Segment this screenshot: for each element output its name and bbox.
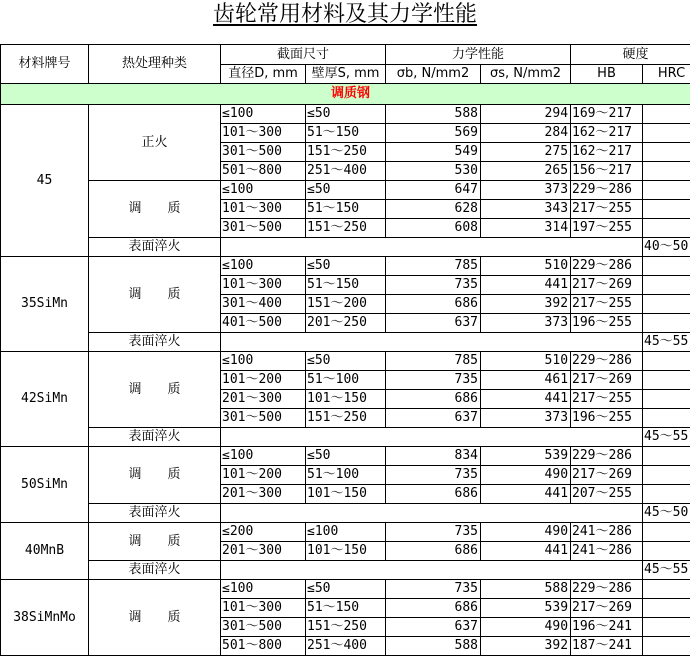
thickness-cell: ≤50 bbox=[306, 580, 386, 599]
sigma-s-cell: 265 bbox=[481, 162, 571, 181]
hb-cell: 241～286 bbox=[571, 523, 643, 542]
sigma-b-cell: 608 bbox=[386, 219, 481, 238]
hb-cell: 156～217 bbox=[571, 162, 643, 181]
treatment-cell: 表面淬火 bbox=[89, 238, 221, 257]
hb-cell: 162～217 bbox=[571, 124, 643, 143]
sigma-s-cell: 490 bbox=[481, 523, 571, 542]
thickness-cell: ≤50 bbox=[306, 352, 386, 371]
thickness-cell: 151～200 bbox=[306, 295, 386, 314]
sigma-b-cell: 549 bbox=[386, 143, 481, 162]
hb-cell: 229～286 bbox=[571, 257, 643, 276]
diameter-cell: 101～300 bbox=[221, 599, 306, 618]
diameter-cell: ≤100 bbox=[221, 181, 306, 200]
treatment-cell: 调 质 bbox=[89, 352, 221, 428]
hrc-cell bbox=[643, 181, 690, 200]
treatment-cell: 调 质 bbox=[89, 580, 221, 656]
treatment-cell: 调 质 bbox=[89, 181, 221, 238]
hb-cell: 229～286 bbox=[571, 447, 643, 466]
hb-cell: 217～255 bbox=[571, 390, 643, 409]
hrc-cell bbox=[643, 409, 690, 428]
diameter-cell: ≤100 bbox=[221, 447, 306, 466]
diameter-cell: 101～300 bbox=[221, 124, 306, 143]
sigma-b-cell: 785 bbox=[386, 257, 481, 276]
surface-hardening-row bbox=[1, 238, 690, 257]
header-sigma-b: σb, N/mm2 bbox=[386, 65, 481, 84]
thickness-cell: 51～150 bbox=[306, 599, 386, 618]
sigma-s-cell: 588 bbox=[481, 580, 571, 599]
diameter-cell: 501～800 bbox=[221, 637, 306, 656]
hb-cell: 162～217 bbox=[571, 143, 643, 162]
hrc-cell bbox=[643, 523, 690, 542]
thickness-cell: ≤50 bbox=[306, 181, 386, 200]
diameter-cell: 301～400 bbox=[221, 295, 306, 314]
sigma-b-cell: 647 bbox=[386, 181, 481, 200]
header-diameter: 直径D, mm bbox=[221, 65, 306, 84]
sigma-s-cell: 539 bbox=[481, 599, 571, 618]
header-treatment: 热处理种类 bbox=[89, 45, 221, 84]
header-section-size: 截面尺寸 bbox=[221, 45, 386, 65]
hrc-cell bbox=[643, 124, 690, 143]
treatment-cell: 正火 bbox=[89, 105, 221, 181]
thickness-cell: 51～100 bbox=[306, 466, 386, 485]
grade-cell: 38SiMnMo bbox=[1, 580, 89, 656]
treatment-cell: 表面淬火 bbox=[89, 504, 221, 523]
diameter-cell: 501～800 bbox=[221, 162, 306, 181]
sigma-b-cell: 686 bbox=[386, 295, 481, 314]
grade-cell: 42SiMn bbox=[1, 352, 89, 447]
sigma-b-cell: 735 bbox=[386, 580, 481, 599]
table-row bbox=[1, 523, 690, 542]
sigma-s-cell: 392 bbox=[481, 295, 571, 314]
properties-table bbox=[0, 44, 690, 656]
hb-cell: 207～255 bbox=[571, 485, 643, 504]
sheet-title: 齿轮常用材料及其力学性能 bbox=[0, 0, 690, 30]
sigma-s-cell: 510 bbox=[481, 257, 571, 276]
sigma-b-cell: 588 bbox=[386, 105, 481, 124]
hrc-cell bbox=[643, 162, 690, 181]
hrc-cell: 45～55 bbox=[643, 333, 690, 352]
hrc-cell bbox=[643, 352, 690, 371]
surface-hardening-row bbox=[1, 428, 690, 447]
treatment-cell: 表面淬火 bbox=[89, 333, 221, 352]
hb-cell: 217～255 bbox=[571, 200, 643, 219]
thickness-cell: 51～150 bbox=[306, 276, 386, 295]
grade-cell: 45 bbox=[1, 105, 89, 257]
hrc-cell bbox=[643, 200, 690, 219]
diameter-cell: 301～500 bbox=[221, 409, 306, 428]
blank-cell bbox=[221, 428, 643, 447]
hb-cell: 217～255 bbox=[571, 295, 643, 314]
hrc-cell bbox=[643, 257, 690, 276]
hrc-cell bbox=[643, 447, 690, 466]
hb-cell: 196～255 bbox=[571, 409, 643, 428]
sigma-b-cell: 588 bbox=[386, 637, 481, 656]
header-hrc: HRC bbox=[643, 65, 690, 84]
sigma-s-cell: 392 bbox=[481, 637, 571, 656]
hrc-cell bbox=[643, 618, 690, 637]
sigma-s-cell: 510 bbox=[481, 352, 571, 371]
hb-cell: 217～269 bbox=[571, 276, 643, 295]
hb-cell: 217～269 bbox=[571, 599, 643, 618]
blank-cell bbox=[221, 238, 643, 257]
surface-hardening-row bbox=[1, 333, 690, 352]
diameter-cell: ≤100 bbox=[221, 105, 306, 124]
diameter-cell: ≤100 bbox=[221, 352, 306, 371]
hrc-cell bbox=[643, 390, 690, 409]
sigma-b-cell: 735 bbox=[386, 371, 481, 390]
sigma-b-cell: 530 bbox=[386, 162, 481, 181]
treatment-cell: 调 质 bbox=[89, 523, 221, 561]
hrc-cell: 45～55 bbox=[643, 428, 690, 447]
grade-cell: 50SiMn bbox=[1, 447, 89, 523]
hb-cell: 229～286 bbox=[571, 352, 643, 371]
surface-hardening-row bbox=[1, 504, 690, 523]
sigma-s-cell: 441 bbox=[481, 485, 571, 504]
diameter-cell: 101～200 bbox=[221, 371, 306, 390]
hrc-cell: 45～50 bbox=[643, 504, 690, 523]
thickness-cell: ≤50 bbox=[306, 447, 386, 466]
sigma-b-cell: 686 bbox=[386, 599, 481, 618]
sigma-b-cell: 735 bbox=[386, 276, 481, 295]
thickness-cell: 101～150 bbox=[306, 542, 386, 561]
sigma-b-cell: 628 bbox=[386, 200, 481, 219]
table-row bbox=[1, 580, 690, 599]
diameter-cell: 201～300 bbox=[221, 390, 306, 409]
grade-cell: 35SiMn bbox=[1, 257, 89, 352]
thickness-cell: 151～250 bbox=[306, 409, 386, 428]
hb-cell: 229～286 bbox=[571, 181, 643, 200]
sigma-b-cell: 637 bbox=[386, 409, 481, 428]
sigma-b-cell: 637 bbox=[386, 618, 481, 637]
thickness-cell: ≤100 bbox=[306, 523, 386, 542]
sigma-s-cell: 294 bbox=[481, 105, 571, 124]
thickness-cell: 251～400 bbox=[306, 162, 386, 181]
thickness-cell: ≤50 bbox=[306, 105, 386, 124]
sigma-b-cell: 686 bbox=[386, 485, 481, 504]
sigma-s-cell: 539 bbox=[481, 447, 571, 466]
diameter-cell: 301～500 bbox=[221, 143, 306, 162]
surface-hardening-row bbox=[1, 561, 690, 580]
treatment-cell: 调 质 bbox=[89, 257, 221, 333]
hrc-cell bbox=[643, 219, 690, 238]
hrc-cell bbox=[643, 276, 690, 295]
hrc-cell bbox=[643, 295, 690, 314]
sigma-s-cell: 441 bbox=[481, 390, 571, 409]
diameter-cell: ≤100 bbox=[221, 257, 306, 276]
table-row bbox=[1, 257, 690, 276]
diameter-cell: 101～300 bbox=[221, 200, 306, 219]
header-mechanical: 力学性能 bbox=[386, 45, 571, 65]
sigma-s-cell: 373 bbox=[481, 314, 571, 333]
sigma-b-cell: 637 bbox=[386, 314, 481, 333]
hb-cell: 241～286 bbox=[571, 542, 643, 561]
hb-cell: 196～241 bbox=[571, 618, 643, 637]
sigma-b-cell: 686 bbox=[386, 390, 481, 409]
diameter-cell: 101～300 bbox=[221, 276, 306, 295]
hb-cell: 197～255 bbox=[571, 219, 643, 238]
hrc-cell bbox=[643, 599, 690, 618]
sigma-s-cell: 441 bbox=[481, 542, 571, 561]
hb-cell: 169～217 bbox=[571, 105, 643, 124]
sigma-s-cell: 284 bbox=[481, 124, 571, 143]
hrc-cell bbox=[643, 542, 690, 561]
sigma-b-cell: 569 bbox=[386, 124, 481, 143]
diameter-cell: 201～300 bbox=[221, 542, 306, 561]
sigma-s-cell: 275 bbox=[481, 143, 571, 162]
table-row bbox=[1, 447, 690, 466]
hrc-cell bbox=[643, 485, 690, 504]
header-thickness: 壁厚S, mm bbox=[306, 65, 386, 84]
thickness-cell: 201～250 bbox=[306, 314, 386, 333]
thickness-cell: ≤50 bbox=[306, 257, 386, 276]
thickness-cell: 101～150 bbox=[306, 390, 386, 409]
diameter-cell: 301～500 bbox=[221, 618, 306, 637]
hb-cell: 217～269 bbox=[571, 371, 643, 390]
diameter-cell: 201～300 bbox=[221, 485, 306, 504]
thickness-cell: 51～150 bbox=[306, 124, 386, 143]
thickness-cell: 51～100 bbox=[306, 371, 386, 390]
blank-cell bbox=[221, 333, 643, 352]
hb-cell: 229～286 bbox=[571, 580, 643, 599]
table-row bbox=[1, 105, 690, 124]
sigma-s-cell: 461 bbox=[481, 371, 571, 390]
header-grade: 材料牌号 bbox=[1, 45, 89, 84]
diameter-cell: ≤100 bbox=[221, 580, 306, 599]
table-row bbox=[1, 181, 690, 200]
treatment-cell: 表面淬火 bbox=[89, 428, 221, 447]
hb-cell: 196～255 bbox=[571, 314, 643, 333]
blank-cell bbox=[221, 561, 643, 580]
diameter-cell: 401～500 bbox=[221, 314, 306, 333]
thickness-cell: 101～150 bbox=[306, 485, 386, 504]
thickness-cell: 251～400 bbox=[306, 637, 386, 656]
hrc-cell bbox=[643, 105, 690, 124]
category-row: 调质钢 bbox=[1, 84, 690, 105]
hrc-cell bbox=[643, 637, 690, 656]
hb-cell: 187～241 bbox=[571, 637, 643, 656]
diameter-cell: ≤200 bbox=[221, 523, 306, 542]
thickness-cell: 151～250 bbox=[306, 143, 386, 162]
hrc-cell: 45～55 bbox=[643, 561, 690, 580]
hrc-cell bbox=[643, 466, 690, 485]
hrc-cell bbox=[643, 143, 690, 162]
diameter-cell: 101～200 bbox=[221, 466, 306, 485]
blank-cell bbox=[221, 504, 643, 523]
hrc-cell: 40～50 bbox=[643, 238, 690, 257]
sigma-s-cell: 373 bbox=[481, 409, 571, 428]
header-sigma-s: σs, N/mm2 bbox=[481, 65, 571, 84]
sigma-s-cell: 373 bbox=[481, 181, 571, 200]
sigma-s-cell: 343 bbox=[481, 200, 571, 219]
thickness-cell: 51～150 bbox=[306, 200, 386, 219]
sigma-s-cell: 441 bbox=[481, 276, 571, 295]
treatment-cell: 表面淬火 bbox=[89, 561, 221, 580]
header-hardness: 硬度 bbox=[571, 45, 690, 65]
hb-cell: 217～269 bbox=[571, 466, 643, 485]
treatment-cell: 调 质 bbox=[89, 447, 221, 504]
sigma-b-cell: 686 bbox=[386, 542, 481, 561]
header-hb: HB bbox=[571, 65, 643, 84]
hrc-cell bbox=[643, 314, 690, 333]
sigma-b-cell: 735 bbox=[386, 466, 481, 485]
diameter-cell: 301～500 bbox=[221, 219, 306, 238]
sigma-s-cell: 490 bbox=[481, 618, 571, 637]
sigma-b-cell: 735 bbox=[386, 523, 481, 542]
hrc-cell bbox=[643, 371, 690, 390]
table-row bbox=[1, 352, 690, 371]
sigma-b-cell: 834 bbox=[386, 447, 481, 466]
thickness-cell: 151～250 bbox=[306, 618, 386, 637]
sigma-s-cell: 490 bbox=[481, 466, 571, 485]
thickness-cell: 151～250 bbox=[306, 219, 386, 238]
hrc-cell bbox=[643, 580, 690, 599]
grade-cell: 40MnB bbox=[1, 523, 89, 580]
sigma-s-cell: 314 bbox=[481, 219, 571, 238]
sigma-b-cell: 785 bbox=[386, 352, 481, 371]
